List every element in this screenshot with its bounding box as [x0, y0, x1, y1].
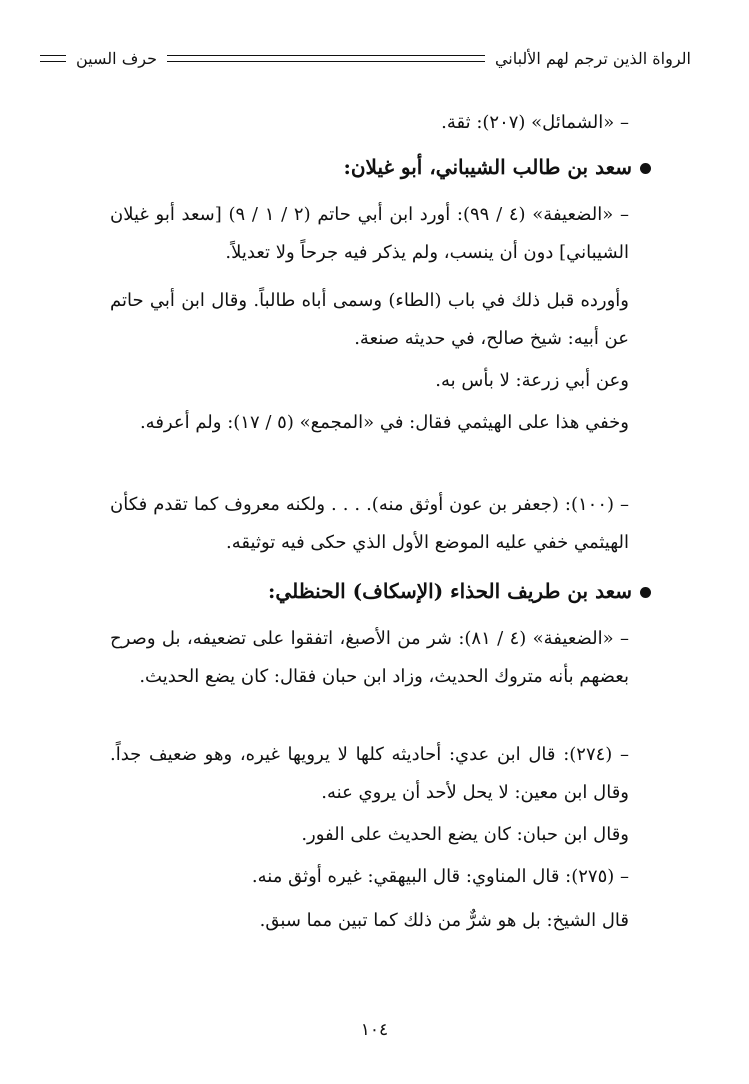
heading-text: سعد بن طالب الشيباني، أبو غيلان:	[343, 155, 632, 179]
paragraph-daifa-81: – «الضعيفة» (٤ / ٨١): شر من الأصبغ، اتفقوا على تضعيفه، بل وصرح بعضهم بأنه متروك الحديث، وزاد ابن حبان فقال: كان يضع الحديث.	[110, 628, 629, 687]
paragraph-ibn-hibban: وقال ابن حبان: كان يضع الحديث على الفور.	[301, 824, 629, 845]
header-rule-short	[40, 55, 66, 62]
section-heading-saad-bin-tarif	[100, 574, 651, 608]
bullet-icon	[640, 587, 651, 598]
paragraph-earlier-mention: وأورده قبل ذلك في باب (الطاء) وسمى أباه طالباً. وقال ابن أبي حاتم عن أبيه: شيخ صالح، في حديثه صنعة.	[110, 290, 629, 349]
paragraph-abu-zura: وعن أبي زرعة: لا بأس به.	[435, 370, 629, 391]
paragraph-entry-275: – (٢٧٥): قال المناوي: قال البيهقي: غيره أوثق منه.	[251, 866, 629, 887]
header-rule	[167, 55, 485, 62]
paragraph-entry-274: – (٢٧٤): قال ابن عدي: أحاديثه كلها لا يرويها غيره، وهو ضعيف جداً. وقال ابن معين: لا يحل لأحد أن يروي عنه.	[110, 744, 629, 803]
heading-text: سعد بن طريف الحذاء (الإسكاف) الحنظلي:	[268, 579, 632, 603]
paragraph-haythami: وخفي هذا على الهيثمي فقال: في «المجمع» (٥ / ١٧): ولم أعرفه.	[139, 412, 629, 433]
entry-shamail-note: – «الشمائل» (٢٠٧): ثقة.	[441, 112, 629, 133]
paragraph-entry-100: – (١٠٠): (جعفر بن عون أوثق منه). . . . ولكنه معروف كما تقدم فكأن الهيثمي خفي عليه الموضع الأول الذي حكى فيه توثيقه.	[110, 494, 629, 553]
bullet-icon	[640, 163, 651, 174]
page-number: ١٠٤	[360, 1020, 389, 1040]
running-header-chapter: حرف السين	[76, 48, 157, 68]
running-header	[40, 44, 691, 72]
paragraph-daifa-99: – «الضعيفة» (٤ / ٩٩): أورد ابن أبي حاتم (٢ / ١ / ٩) [سعد أبو غيلان الشيباني] دون أن ينسب، ولم يذكر فيه جرحاً ولا تعديلاً.	[110, 204, 629, 263]
paragraph-sheikh-comment: قال الشيخ: بل هو شرٌّ من ذلك كما تبين مما سبق.	[259, 910, 629, 931]
running-header-book-title: الرواة الذين ترجم لهم الألباني	[494, 48, 691, 68]
section-heading-saad-bin-talib	[100, 150, 651, 184]
